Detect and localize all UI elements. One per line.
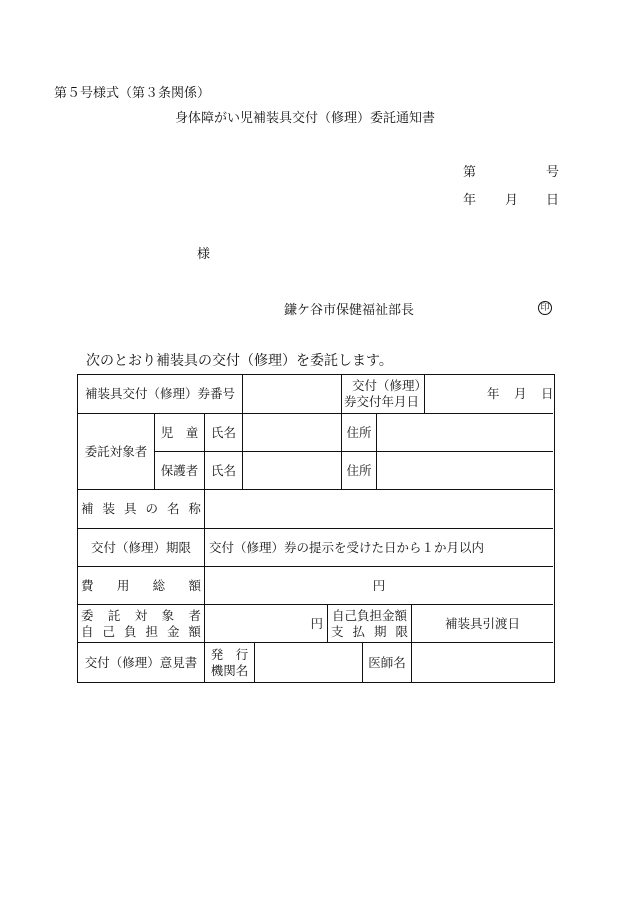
number-dai: 第 <box>463 165 477 180</box>
doctor-name-field[interactable] <box>412 643 553 682</box>
issue-date-field[interactable] <box>425 375 553 413</box>
label-char: 補 <box>81 501 94 517</box>
burden-label-line1 <box>78 608 204 624</box>
issuing-label-line1: 発 行 <box>210 646 249 662</box>
issuing-label <box>205 643 254 682</box>
guardian-address-label: 住所 <box>346 462 372 478</box>
label-char: 負 <box>123 623 137 639</box>
label-char: 金 <box>166 623 180 639</box>
intro-text: 次のとおり補装具の交付（修理）を委託します。 <box>86 353 393 369</box>
guardian-name-field[interactable] <box>243 452 341 489</box>
issue-date-month: 月 <box>514 386 527 402</box>
label-char: の <box>145 501 158 517</box>
voucher-number-label: 補装具交付（修理）券番号 <box>84 386 235 402</box>
payment-label-line1: 自己負担金額 <box>331 607 407 623</box>
issue-date-label-line2: 券交付年月日 <box>344 394 420 409</box>
guardian-label: 保護者 <box>160 462 199 478</box>
target-label: 委託対象者 <box>84 443 148 459</box>
period-value: 交付（修理）券の提示を受けた日から１か月以内 <box>209 539 485 555</box>
child-address-label: 住所 <box>346 424 372 440</box>
label-char: 費 <box>81 577 94 593</box>
issue-date-label-line1: 交付（修理） <box>352 378 428 394</box>
date-year: 年 <box>463 193 477 208</box>
sender-name: 鎌ケ谷市保健福祉部長 <box>284 303 415 318</box>
number-go: 号 <box>546 165 560 180</box>
issue-date-label <box>342 375 426 413</box>
total-cost-unit: 円 <box>372 577 386 593</box>
label-char: 限 <box>395 623 408 639</box>
date-day: 日 <box>546 193 560 208</box>
document-title: 身体障がい児補装具交付（修理）委託通知書 <box>175 111 436 126</box>
label-char: 支 <box>331 623 344 639</box>
label-char: 額 <box>188 623 201 639</box>
total-cost-field[interactable] <box>205 567 553 604</box>
guardian-name-label: 氏名 <box>210 462 236 478</box>
issuing-label-line2: 機関名 <box>210 662 249 678</box>
issue-date-year: 年 <box>487 386 500 402</box>
label-char: 担 <box>145 623 158 639</box>
child-name-label: 氏名 <box>210 424 236 440</box>
date-month: 月 <box>505 193 519 208</box>
burden-unit: 円 <box>310 615 323 631</box>
seal-stamp: 印 <box>538 301 552 315</box>
label-char: 装 <box>102 501 115 517</box>
label-char: 具 <box>123 501 137 517</box>
label-char: 者 <box>188 607 201 623</box>
commission-table <box>77 374 555 683</box>
label-char: 象 <box>161 607 175 623</box>
opinion-label: 交付（修理）意見書 <box>84 654 198 670</box>
label-char: 額 <box>188 577 201 593</box>
recipient-sama: 様 <box>197 247 211 262</box>
equipment-name-field[interactable] <box>205 490 553 528</box>
label-char: 託 <box>107 607 121 623</box>
label-char: 対 <box>134 607 148 623</box>
label-char: 期 <box>373 623 387 639</box>
label-char: 自 <box>81 623 94 639</box>
child-address-field[interactable] <box>377 414 553 451</box>
doctor-label: 医師名 <box>368 654 406 670</box>
equipment-name-label <box>78 490 204 528</box>
voucher-number-field[interactable] <box>243 375 341 413</box>
burden-amount-field[interactable] <box>205 605 327 642</box>
payment-label <box>328 605 411 642</box>
total-cost-label <box>78 567 204 604</box>
period-label: 交付（修理）期限 <box>90 539 191 555</box>
label-char: 用 <box>116 577 130 593</box>
label-char: 己 <box>102 623 115 639</box>
label-char: 称 <box>188 501 201 517</box>
delivery-date-label: 補装具引渡日 <box>444 615 520 631</box>
label-char: 総 <box>152 577 166 593</box>
burden-label <box>78 605 204 642</box>
burden-label-line2 <box>78 624 204 640</box>
form-number: 第５号様式（第３条関係） <box>54 86 211 101</box>
child-name-field[interactable] <box>243 414 341 451</box>
payment-label-line2 <box>328 624 411 640</box>
issuing-institution-field[interactable] <box>255 643 362 682</box>
issue-date-day: 日 <box>541 386 554 402</box>
label-char: 払 <box>352 623 365 639</box>
guardian-address-field[interactable] <box>377 452 553 489</box>
label-char: 委 <box>81 607 94 623</box>
label-char: 名 <box>166 501 180 517</box>
child-label: 児 童 <box>160 424 199 440</box>
